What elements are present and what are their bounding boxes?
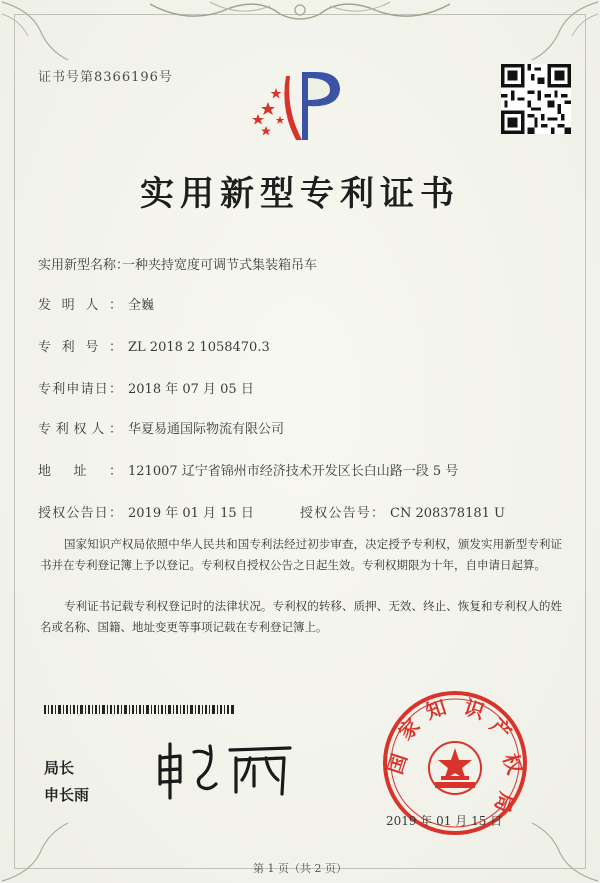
grant-announcement-number-row xyxy=(300,502,505,521)
grant-announcement-date-value: 2019 年 01 月 15 日 xyxy=(128,506,254,521)
patentee-row xyxy=(38,418,284,437)
inventor-label: 发明人： xyxy=(38,298,122,313)
signature-icon xyxy=(150,736,300,800)
grant-announcement-number-value: CN 208378181 U xyxy=(390,506,505,521)
grant-announcement-number-label: 授权公告号： xyxy=(300,506,384,521)
signatory-role: 局长 xyxy=(44,759,75,777)
application-date-row xyxy=(38,378,254,397)
legal-status-paragraph: 专利证书记载专利权登记时的法律状况。专利权的转移、质押、无效、终止、恢复和专利权人的姓名或名称、国籍、地址变更等事项记载在专利登记簿上。 xyxy=(40,599,562,634)
qr-code-icon xyxy=(501,64,571,134)
patentee-value: 华夏易通国际物流有限公司 xyxy=(128,422,285,437)
svg-text:知: 知 xyxy=(422,694,450,724)
page-footer: 第 1 页（共 2 页） xyxy=(253,862,347,875)
patent-number-row xyxy=(38,336,270,355)
utility-model-name-value: 一种夹持宽度可调节式集装箱吊车 xyxy=(122,258,318,273)
signatory-name: 申长雨 xyxy=(44,786,90,804)
barcode-icon xyxy=(44,705,234,714)
svg-text:权: 权 xyxy=(498,750,528,778)
svg-text:产: 产 xyxy=(485,713,517,745)
svg-text:国: 国 xyxy=(382,750,412,778)
corner-ornament-icon xyxy=(0,0,70,70)
patentee-label: 专利权人： xyxy=(38,422,122,437)
patent-number-value: ZL 2018 2 1058470.3 xyxy=(128,340,270,355)
utility-model-name-row xyxy=(38,254,317,273)
inventor-value: 全巍 xyxy=(128,298,155,313)
grant-statement-paragraph: 国家知识产权局依照中华人民共和国专利法经过初步审查，决定授予专利权，颁发实用新型专利证书并在专利登记簿上予以登记。专利权自授权公告之日起生效。专利权期限为十年，自申请日起算。 xyxy=(40,537,562,572)
inventor-row xyxy=(38,294,154,313)
application-date-value: 2018 年 07 月 05 日 xyxy=(128,382,254,397)
corner-ornament-icon xyxy=(530,0,600,70)
application-date-label: 专利申请日： xyxy=(38,382,122,397)
svg-text:家: 家 xyxy=(393,713,425,745)
patent-office-logo-icon xyxy=(246,66,356,144)
seal-date: 2019 年 01 月 15 日 xyxy=(386,814,503,828)
grant-announcement-date-row xyxy=(38,502,254,521)
grant-announcement-date-label: 授权公告日： xyxy=(38,506,122,521)
svg-text:局: 局 xyxy=(489,788,520,816)
certificate-title: 实用新型专利证书 xyxy=(140,174,460,214)
patent-number-label: 专利号： xyxy=(38,340,122,355)
utility-model-name-label: 实用新型名称： xyxy=(38,258,130,273)
address-row xyxy=(38,460,458,479)
svg-text:识: 识 xyxy=(460,694,488,724)
address-label: 地址： xyxy=(38,464,122,479)
certificate-number: 证书号第8366196号 xyxy=(38,70,173,85)
address-value: 121007 辽宁省锦州市经济技术开发区长白山路一段 5 号 xyxy=(128,464,459,479)
top-ornament-icon xyxy=(150,0,450,26)
